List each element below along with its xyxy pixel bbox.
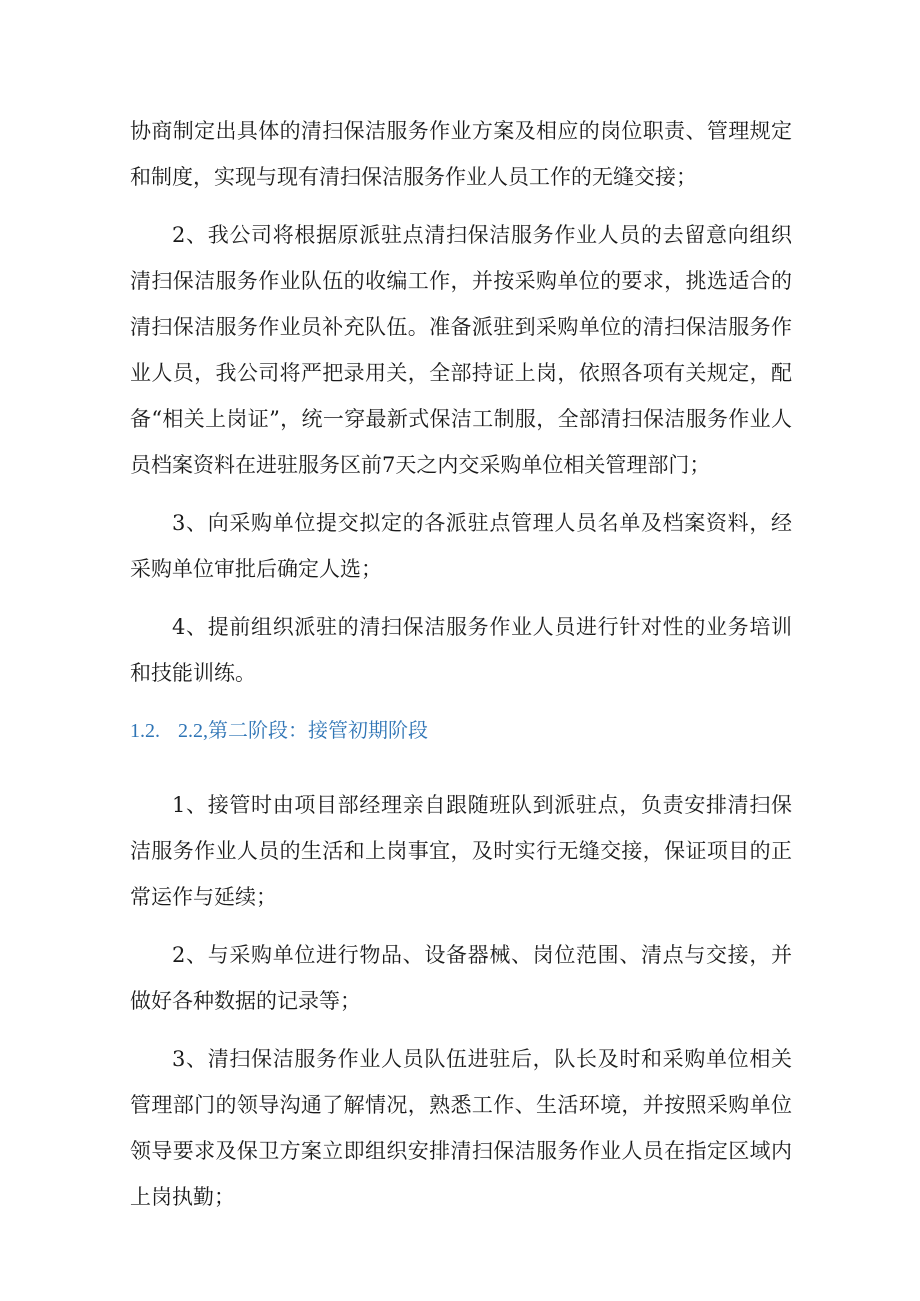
paragraph-stage2-item-1: 1、接管时由项目部经理亲自跟随班队到派驻点，负责安排清扫保洁服务作业人员的生活和上岗事宜，及时实行无缝交接，保证项目的正常运作与延续； (130, 793, 792, 909)
document-body (130, 108, 792, 1232)
paragraph-continuation: 协商制定出具体的清扫保洁服务作业方案及相应的岗位职责、管理规定和制度，实现与现有清扫保洁服务作业人员工作的无缝交接； (130, 119, 792, 189)
section-heading-text: 2.2,第二阶段：接管初期阶段 (178, 720, 428, 742)
paragraph-item-4: 4、提前组织派驻的清扫保洁服务作业人员进行针对性的业务培训和技能训练。 (130, 615, 792, 685)
section-heading (130, 708, 792, 754)
paragraph-stage2-item-2: 2、与采购单位进行物品、设备器械、岗位范围、清点与交接，并做好各种数据的记录等； (130, 943, 792, 1013)
paragraph-item-3: 3、向采购单位提交拟定的各派驻点管理人员名单及档案资料，经采购单位审批后确定人选； (130, 511, 792, 581)
section-heading-number: 1.2. (130, 720, 160, 742)
paragraph-item-2: 2、我公司将根据原派驻点清扫保洁服务作业人员的去留意向组织清扫保洁服务作业队伍的收编工作，并按采购单位的要求，挑选适合的清扫保洁服务作业员补充队伍。准备派驻到采购单位的清扫保洁服务作业人员，我公司将严把录用关，全部持证上岗，依照各项有关规定，配备“相关上岗证”，统一穿最新式保洁工制服，全部清扫保洁服务作业人员档案资料在进驻服务区前7天之内交采购单位相关管理部门； (130, 223, 792, 477)
paragraph-stage2-item-3: 3、清扫保洁服务作业人员队伍进驻后，队长及时和采购单位相关管理部门的领导沟通了解情况，熟悉工作、生活环境，并按照采购单位领导要求及保卫方案立即组织安排清扫保洁服务作业人员在指定区域内上岗执勤； (130, 1047, 792, 1209)
